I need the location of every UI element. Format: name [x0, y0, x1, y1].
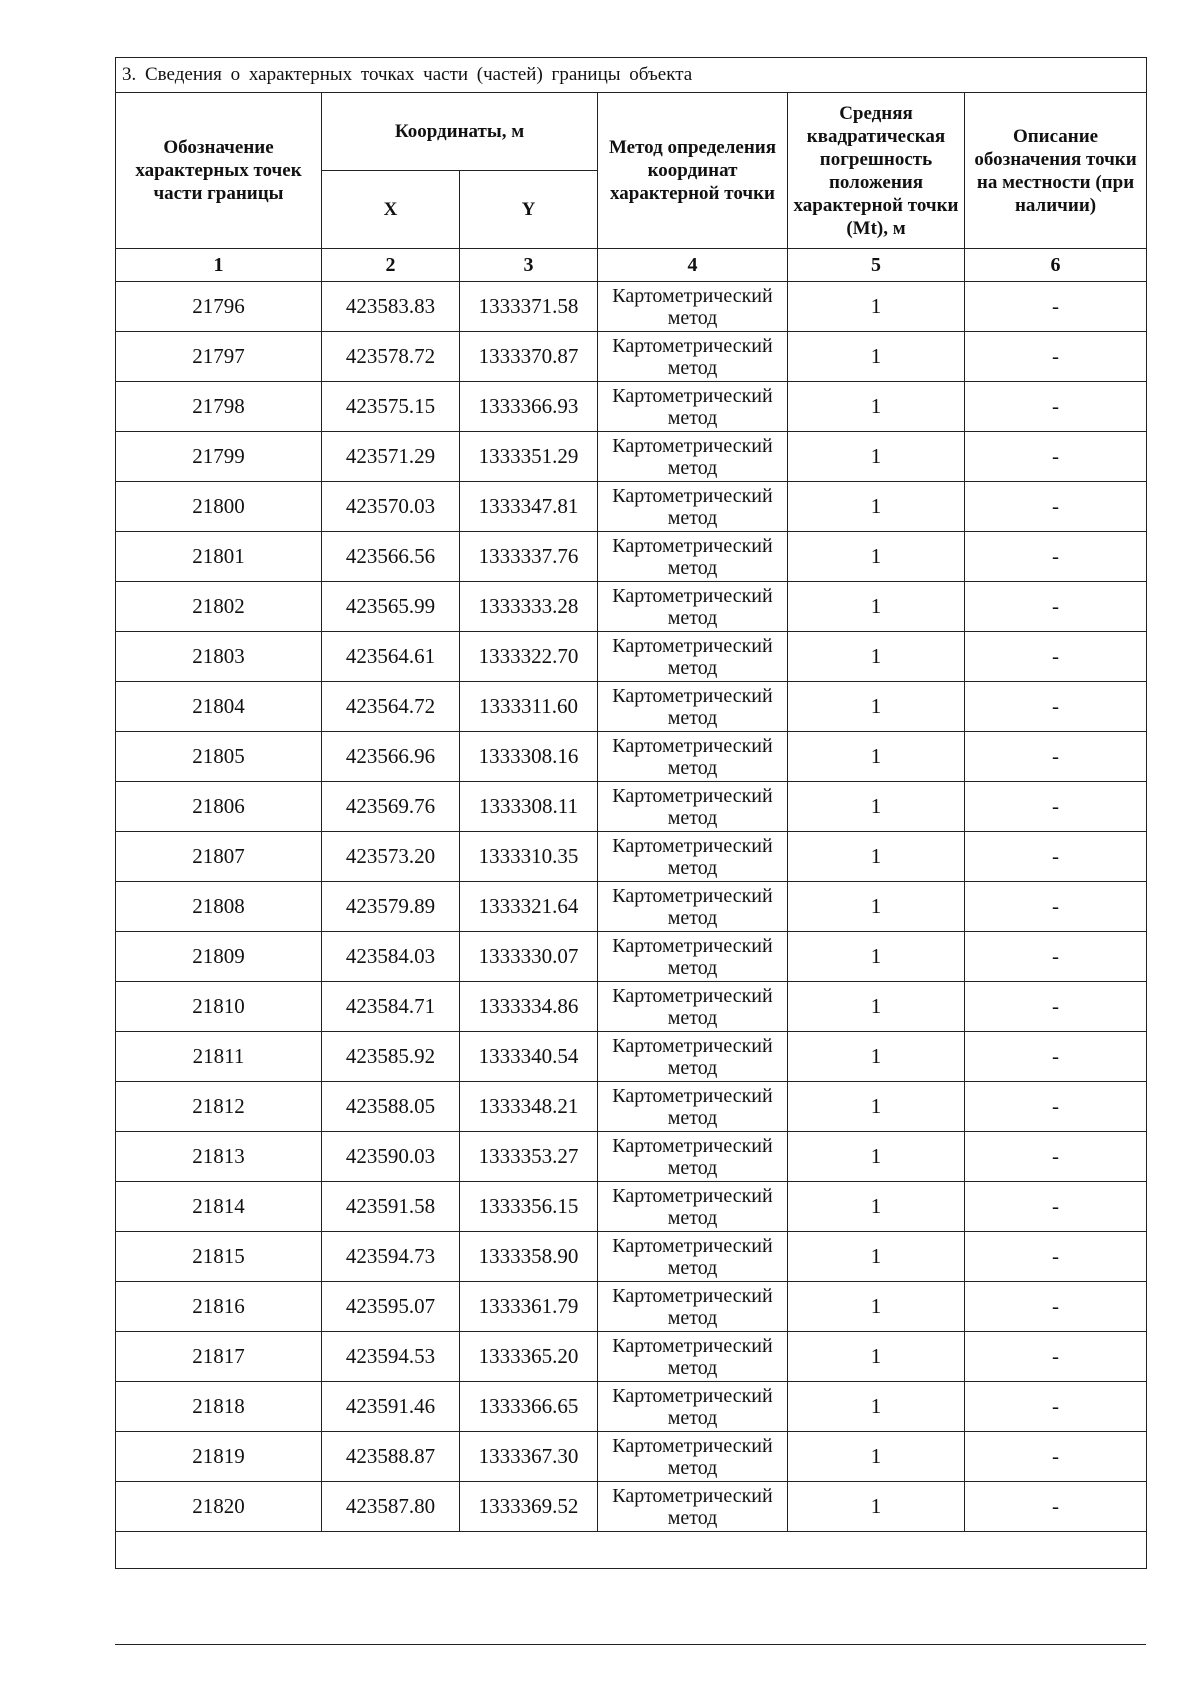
cell-mt: 1 [788, 1032, 965, 1082]
table-row [116, 482, 1147, 532]
cell-method: Картометрический метод [598, 1282, 788, 1332]
cell-mt: 1 [788, 1082, 965, 1132]
cell-point: 21814 [116, 1182, 322, 1232]
table-body [116, 282, 1147, 1532]
cell-method: Картометрический метод [598, 632, 788, 682]
cell-point: 21817 [116, 1332, 322, 1382]
cell-method: Картометрический метод [598, 582, 788, 632]
cell-point: 21806 [116, 782, 322, 832]
column-number: 2 [322, 249, 460, 282]
table-row [116, 582, 1147, 632]
document-sheet [115, 57, 1146, 1569]
cell-y: 1333367.30 [460, 1432, 598, 1482]
cell-x: 423594.73 [322, 1232, 460, 1282]
cell-method: Картометрический метод [598, 782, 788, 832]
cell-y: 1333347.81 [460, 482, 598, 532]
cell-x: 423584.03 [322, 932, 460, 982]
cell-x: 423570.03 [322, 482, 460, 532]
header-method: Метод определения координат характерной точки [598, 93, 788, 249]
boundary-points-table [115, 57, 1147, 1569]
cell-x: 423579.89 [322, 882, 460, 932]
cell-x: 423564.72 [322, 682, 460, 732]
cell-mt: 1 [788, 332, 965, 382]
cell-desc: - [965, 632, 1147, 682]
cell-y: 1333361.79 [460, 1282, 598, 1332]
cell-desc: - [965, 732, 1147, 782]
cell-desc: - [965, 1282, 1147, 1332]
cell-point: 21809 [116, 932, 322, 982]
cell-mt: 1 [788, 532, 965, 582]
cell-desc: - [965, 982, 1147, 1032]
cell-desc: - [965, 1382, 1147, 1432]
cell-point: 21812 [116, 1082, 322, 1132]
cell-y: 1333358.90 [460, 1232, 598, 1282]
cell-y: 1333348.21 [460, 1082, 598, 1132]
cell-desc: - [965, 1082, 1147, 1132]
table-row [116, 432, 1147, 482]
cell-mt: 1 [788, 982, 965, 1032]
cell-mt: 1 [788, 632, 965, 682]
cell-point: 21808 [116, 882, 322, 932]
cell-x: 423583.83 [322, 282, 460, 332]
cell-point: 21796 [116, 282, 322, 332]
cell-desc: - [965, 332, 1147, 382]
cell-point: 21815 [116, 1232, 322, 1282]
cell-x: 423569.76 [322, 782, 460, 832]
cell-point: 21813 [116, 1132, 322, 1182]
cell-x: 423594.53 [322, 1332, 460, 1382]
cell-desc: - [965, 882, 1147, 932]
cell-x: 423566.96 [322, 732, 460, 782]
cell-y: 1333308.16 [460, 732, 598, 782]
cell-x: 423587.80 [322, 1482, 460, 1532]
cell-method: Картометрический метод [598, 332, 788, 382]
cell-desc: - [965, 582, 1147, 632]
cell-x: 423566.56 [322, 532, 460, 582]
cell-point: 21811 [116, 1032, 322, 1082]
column-number: 1 [116, 249, 322, 282]
cell-y: 1333370.87 [460, 332, 598, 382]
cell-desc: - [965, 1182, 1147, 1232]
cell-point: 21804 [116, 682, 322, 732]
cell-point: 21820 [116, 1482, 322, 1532]
cell-point: 21801 [116, 532, 322, 582]
cell-point: 21798 [116, 382, 322, 432]
header-coords: Координаты, м [322, 93, 598, 171]
footer-divider [115, 1644, 1146, 1645]
cell-mt: 1 [788, 1482, 965, 1532]
empty-row [116, 1532, 1147, 1569]
cell-desc: - [965, 432, 1147, 482]
cell-method: Картометрический метод [598, 832, 788, 882]
cell-x: 423573.20 [322, 832, 460, 882]
cell-method: Картометрический метод [598, 1032, 788, 1082]
cell-point: 21807 [116, 832, 322, 882]
cell-y: 1333321.64 [460, 882, 598, 932]
cell-method: Картометрический метод [598, 882, 788, 932]
cell-method: Картометрический метод [598, 1232, 788, 1282]
table-row [116, 682, 1147, 732]
cell-method: Картометрический метод [598, 432, 788, 482]
table-row [116, 1482, 1147, 1532]
cell-y: 1333371.58 [460, 282, 598, 332]
cell-mt: 1 [788, 1382, 965, 1432]
cell-mt: 1 [788, 1282, 965, 1332]
column-number: 3 [460, 249, 598, 282]
cell-point: 21816 [116, 1282, 322, 1332]
column-number: 4 [598, 249, 788, 282]
cell-mt: 1 [788, 932, 965, 982]
table-row [116, 1232, 1147, 1282]
cell-desc: - [965, 1432, 1147, 1482]
header-point: Обозначение характерных точек части границы [116, 93, 322, 249]
cell-method: Картометрический метод [598, 1432, 788, 1482]
cell-x: 423584.71 [322, 982, 460, 1032]
cell-method: Картометрический метод [598, 1382, 788, 1432]
cell-point: 21800 [116, 482, 322, 532]
cell-point: 21819 [116, 1432, 322, 1482]
cell-point: 21802 [116, 582, 322, 632]
cell-desc: - [965, 482, 1147, 532]
cell-x: 423565.99 [322, 582, 460, 632]
cell-y: 1333310.35 [460, 832, 598, 882]
cell-method: Картометрический метод [598, 682, 788, 732]
cell-y: 1333340.54 [460, 1032, 598, 1082]
cell-method: Картометрический метод [598, 1332, 788, 1382]
cell-y: 1333353.27 [460, 1132, 598, 1182]
cell-mt: 1 [788, 1432, 965, 1482]
cell-desc: - [965, 682, 1147, 732]
cell-y: 1333333.28 [460, 582, 598, 632]
cell-x: 423571.29 [322, 432, 460, 482]
section-title: 3. Сведения о характерных точках части (частей) границы объекта [116, 58, 1147, 93]
cell-point: 21797 [116, 332, 322, 382]
header-y: Y [460, 171, 598, 249]
cell-point: 21803 [116, 632, 322, 682]
cell-mt: 1 [788, 732, 965, 782]
table-row [116, 1182, 1147, 1232]
cell-desc: - [965, 1232, 1147, 1282]
cell-desc: - [965, 1332, 1147, 1382]
column-number: 6 [965, 249, 1147, 282]
cell-desc: - [965, 782, 1147, 832]
table-row [116, 532, 1147, 582]
table-row [116, 1332, 1147, 1382]
cell-x: 423588.87 [322, 1432, 460, 1482]
cell-mt: 1 [788, 282, 965, 332]
cell-method: Картометрический метод [598, 1482, 788, 1532]
cell-x: 423578.72 [322, 332, 460, 382]
cell-mt: 1 [788, 582, 965, 632]
cell-desc: - [965, 832, 1147, 882]
table-row [116, 1282, 1147, 1332]
cell-method: Картометрический метод [598, 732, 788, 782]
table-row [116, 732, 1147, 782]
cell-y: 1333308.11 [460, 782, 598, 832]
cell-y: 1333366.65 [460, 1382, 598, 1432]
cell-point: 21805 [116, 732, 322, 782]
cell-mt: 1 [788, 482, 965, 532]
table-row [116, 382, 1147, 432]
cell-method: Картометрический метод [598, 282, 788, 332]
cell-desc: - [965, 1132, 1147, 1182]
cell-y: 1333330.07 [460, 932, 598, 982]
header-mt: Средняя квадратическая погрешность положения характерной точки (Mt), м [788, 93, 965, 249]
cell-mt: 1 [788, 1182, 965, 1232]
cell-x: 423595.07 [322, 1282, 460, 1332]
cell-mt: 1 [788, 832, 965, 882]
table-row [116, 932, 1147, 982]
table-row [116, 1082, 1147, 1132]
cell-x: 423588.05 [322, 1082, 460, 1132]
cell-mt: 1 [788, 382, 965, 432]
cell-x: 423590.03 [322, 1132, 460, 1182]
cell-mt: 1 [788, 782, 965, 832]
cell-desc: - [965, 932, 1147, 982]
cell-mt: 1 [788, 432, 965, 482]
cell-method: Картометрический метод [598, 1132, 788, 1182]
cell-mt: 1 [788, 682, 965, 732]
cell-method: Картометрический метод [598, 382, 788, 432]
table-row [116, 1032, 1147, 1082]
cell-y: 1333366.93 [460, 382, 598, 432]
cell-mt: 1 [788, 882, 965, 932]
cell-method: Картометрический метод [598, 982, 788, 1032]
cell-desc: - [965, 282, 1147, 332]
cell-desc: - [965, 1482, 1147, 1532]
table-row [116, 282, 1147, 332]
cell-y: 1333337.76 [460, 532, 598, 582]
cell-method: Картометрический метод [598, 532, 788, 582]
cell-y: 1333365.20 [460, 1332, 598, 1382]
cell-desc: - [965, 382, 1147, 432]
cell-x: 423591.46 [322, 1382, 460, 1432]
column-number: 5 [788, 249, 965, 282]
table-row [116, 632, 1147, 682]
table-row [116, 982, 1147, 1032]
table-row [116, 882, 1147, 932]
cell-method: Картометрический метод [598, 932, 788, 982]
cell-y: 1333356.15 [460, 1182, 598, 1232]
cell-y: 1333351.29 [460, 432, 598, 482]
cell-point: 21818 [116, 1382, 322, 1432]
header-desc: Описание обозначения точки на местности (при наличии) [965, 93, 1147, 249]
cell-x: 423591.58 [322, 1182, 460, 1232]
cell-mt: 1 [788, 1132, 965, 1182]
cell-y: 1333369.52 [460, 1482, 598, 1532]
empty-cell [116, 1532, 1147, 1569]
table-row [116, 782, 1147, 832]
table-row [116, 332, 1147, 382]
cell-method: Картометрический метод [598, 1082, 788, 1132]
cell-desc: - [965, 532, 1147, 582]
cell-desc: - [965, 1032, 1147, 1082]
cell-mt: 1 [788, 1332, 965, 1382]
cell-x: 423564.61 [322, 632, 460, 682]
cell-point: 21810 [116, 982, 322, 1032]
cell-mt: 1 [788, 1232, 965, 1282]
table-row [116, 1432, 1147, 1482]
table-row [116, 1382, 1147, 1432]
cell-method: Картометрический метод [598, 482, 788, 532]
cell-y: 1333322.70 [460, 632, 598, 682]
cell-method: Картометрический метод [598, 1182, 788, 1232]
cell-x: 423585.92 [322, 1032, 460, 1082]
cell-point: 21799 [116, 432, 322, 482]
table-row [116, 1132, 1147, 1182]
cell-y: 1333334.86 [460, 982, 598, 1032]
table-row [116, 832, 1147, 882]
cell-x: 423575.15 [322, 382, 460, 432]
cell-y: 1333311.60 [460, 682, 598, 732]
header-x: X [322, 171, 460, 249]
